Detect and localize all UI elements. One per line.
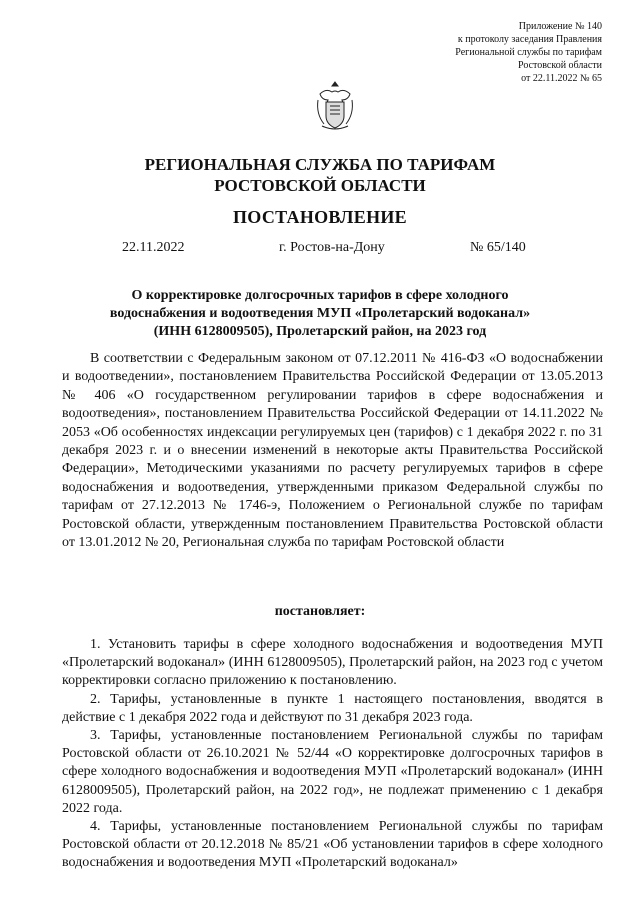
subject-line: О корректировке долгосрочных тарифов в сфере холодного	[131, 288, 509, 303]
org-line: РОСТОВСКОЙ ОБЛАСТИ	[214, 176, 426, 195]
coat-of-arms-icon	[314, 80, 356, 132]
organization-name	[0, 154, 640, 196]
appendix-line: Приложение № 140	[518, 21, 602, 32]
appendix-line: от 22.11.2022 № 65	[521, 73, 602, 84]
subject-line: (ИНН 6128009505), Пролетарский район, на 2023 год	[153, 324, 487, 339]
document-subject	[100, 287, 540, 341]
subject-line: водоснабжения и водоотведения МУП «Пролетарский водоканал»	[109, 306, 531, 321]
appendix-line: Ростовской области	[518, 60, 602, 71]
decree-point: 3. Тарифы, установленные постановлением Региональной службы по тарифам Ростовской области от 26.10.2021 № 52/44 «О корректировке долгосрочных тарифов в сфере холодного водоснабжения и водоотведения МУП «Пролетарский водоканал» (ИНН 6128009505), Пролетарский район, на 2022 год», не подлежат применению с 1 декабря 2022 года.	[62, 728, 603, 816]
org-line: РЕГИОНАЛЬНАЯ СЛУЖБА ПО ТАРИФАМ	[144, 155, 496, 174]
document-number: № 65/140	[470, 240, 526, 255]
appendix-line: Региональной службы по тарифам	[455, 47, 602, 58]
decree-points	[62, 636, 603, 873]
appendix-note	[455, 20, 602, 85]
decree-point: 4. Тарифы, установленные постановлением Региональной службы по тарифам Ростовской области от 20.12.2018 № 85/21 «Об установлении тарифов в сфере холодного водоснабжения и водоотведения МУП «Пролетарский водоканал»	[62, 819, 603, 871]
decree-point: 2. Тарифы, установленные в пункте 1 настоящего постановления, вводятся в действие с 1 декабря 2022 года и действуют по 31 декабря 2023 года.	[62, 691, 603, 725]
document-city: г. Ростов-на-Дону	[279, 240, 385, 255]
decree-point: 1. Установить тарифы в сфере холодного водоснабжения и водоотведения МУП «Пролетарский водоканал» (ИНН 6128009505), Пролетарский район, на 2023 год с учетом корректировки согласно приложению к постановлению.	[62, 637, 603, 689]
document-type: ПОСТАНОВЛЕНИЕ	[233, 207, 407, 227]
decree-word: постановляет:	[274, 604, 366, 619]
preamble-paragraph: В соответствии с Федеральным законом от 07.12.2011 № 416-ФЗ «О водоснабжении и водоотведении», постановлением Правительства Российской Федерации от 13.05.2013 № 406 «О государственном регулировании тарифов в сфере водоснабжения и водоотведения», постановлением Правительства Российской Федерации от 14.11.2022 № 2053 «Об особенностях индексации регулируемых цен (тарифов) с 1 декабря 2022 г. по 31 декабря 2023 г. и о внесении изменений в некоторые акты Правительства Российской Федерации», Методическими указаниями по расчету регулируемых тарифов в сфере водоснабжения и водоотведения, утвержденными приказом Федеральной службы по тарифам от 27.12.2013 № 1746-э, Положением о Региональной службе по тарифам Ростовской области, утвержденным постановлением Правительства Ростовской области от 13.01.2012 № 20, Региональная служба по тарифам Ростовской области	[62, 351, 603, 551]
document-date: 22.11.2022	[122, 240, 185, 255]
appendix-line: к протоколу заседания Правления	[457, 34, 602, 45]
